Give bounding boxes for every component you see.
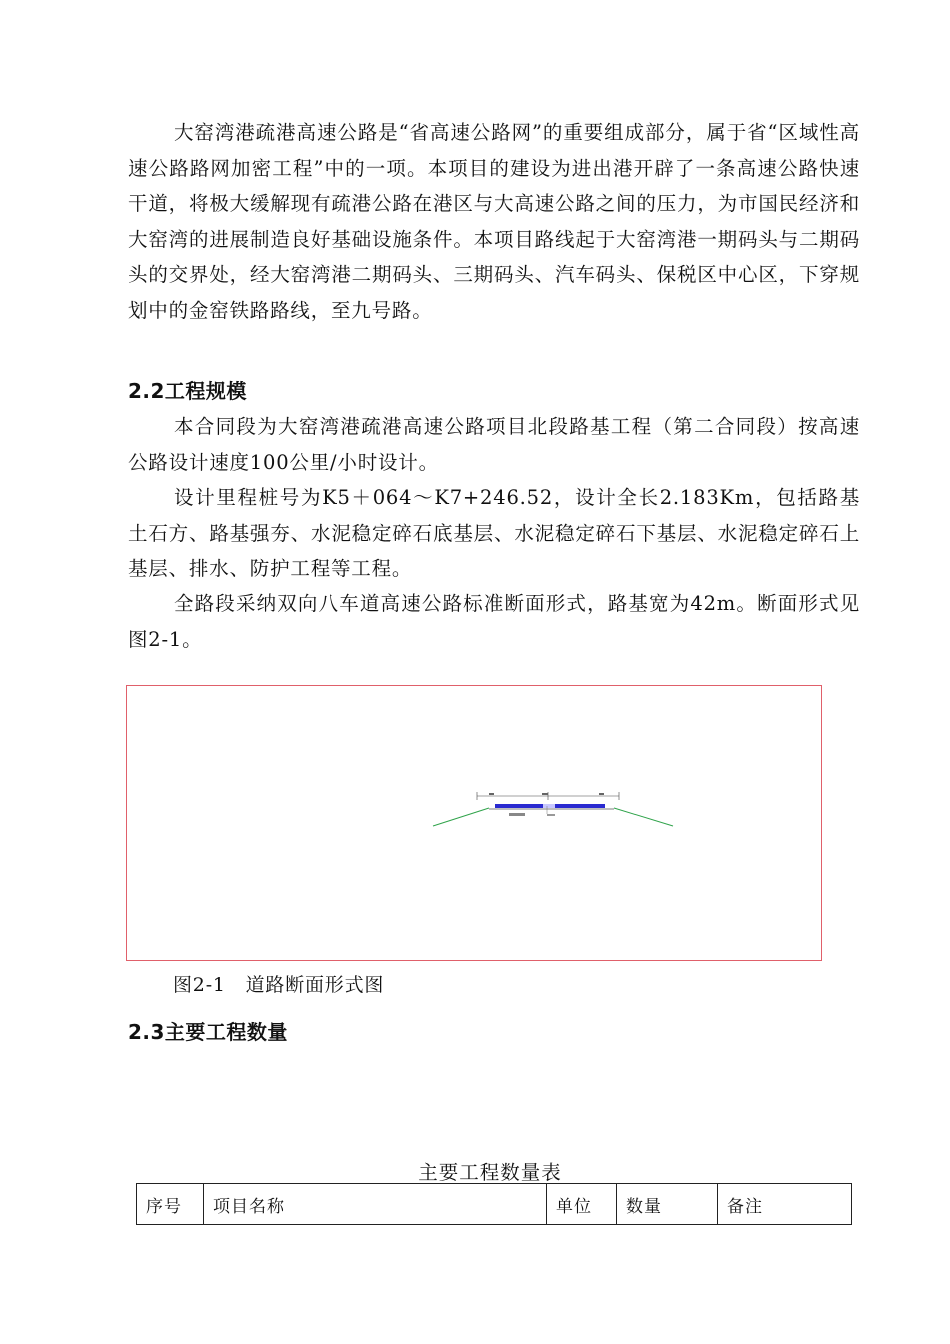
header-cell-unit: 单位: [547, 1184, 617, 1225]
annotation-block: [509, 813, 525, 816]
right-slope-line: [614, 808, 673, 826]
left-carriageway: [495, 804, 543, 808]
road-cross-section-drawing: [127, 686, 823, 962]
table-title: 主要工程数量表: [418, 1161, 562, 1184]
cross-section-figure: [126, 685, 822, 961]
header-cell-item-name: 项目名称: [204, 1184, 547, 1225]
scale-paragraph-cross-section: 全路段采纳双向八车道高速公路标准断面形式，路基宽为42m。断面形式见图2-1。: [128, 592, 860, 651]
scale-paragraph-contract: 本合同段为大窑湾港疏港高速公路项目北段路基工程（第二合同段）按高速公路设计速度100公里/小时设计。: [128, 415, 860, 474]
right-carriageway: [555, 804, 605, 808]
header-cell-index: 序号: [137, 1184, 204, 1225]
section-heading-2-3: 2.3主要工程数量: [128, 1020, 288, 1044]
header-cell-quantity: 数量: [617, 1184, 718, 1225]
section-heading-2-2: 2.2工程规模: [128, 379, 247, 403]
header-cell-remarks: 备注: [718, 1184, 852, 1225]
scale-paragraph-mileage: 设计里程桩号为K5＋064～K7+246.52，设计全长2.183Km，包括路基土石方、路基强夯、水泥稳定碎石底基层、水泥稳定碎石下基层、水泥稳定碎石上基层、排水、防护工程等工程。: [128, 486, 860, 580]
figure-caption: 图2-1 道路断面形式图: [173, 974, 385, 996]
quantities-table: [136, 1183, 852, 1225]
median-strip: [543, 804, 555, 808]
intro-paragraph: 大窑湾港疏港高速公路是“省高速公路网”的重要组成部分，属于省“区域性高速公路路网加密工程”中的一项。本项目的建设为进出港开辟了一条高速公路快速干道，将极大缓解现有疏港公路在港区与大高速公路之间的压力，为市国民经济和大窑湾的进展制造良好基础设施条件。本项目路线起于大窑湾港一期码头与二期码头的交界处，经大窑湾港二期码头、三期码头、汽车码头、保税区中心区，下穿规划中的金窑铁路路线，至九号路。: [128, 121, 860, 322]
table-header-row: [137, 1184, 852, 1225]
left-slope-line: [433, 808, 489, 826]
